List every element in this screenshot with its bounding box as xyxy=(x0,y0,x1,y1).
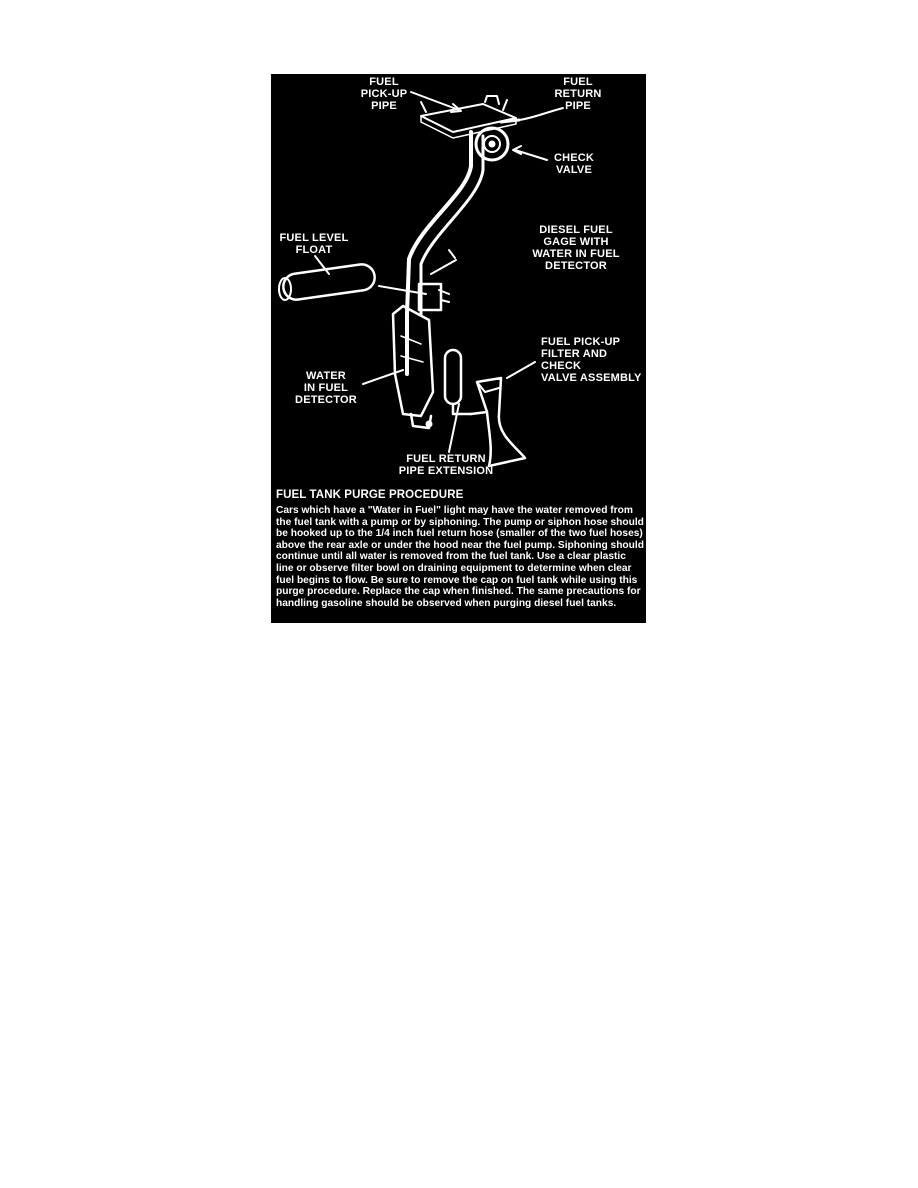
label-check-valve: CHECK VALVE xyxy=(553,152,595,176)
label-fuel-level-float: FUEL LEVEL FLOAT xyxy=(279,232,349,256)
fuel-gage-figure xyxy=(271,74,646,623)
label-water-in-fuel-detector: WATER IN FUEL DETECTOR xyxy=(295,370,357,406)
check-valve-drawing xyxy=(476,128,508,160)
label-fuel-return-pipe: FUEL RETURN PIPE xyxy=(554,76,602,112)
procedure-title: FUEL TANK PURGE PROCEDURE xyxy=(276,489,464,501)
leader-filter xyxy=(507,362,535,378)
water-detector-drawing xyxy=(393,306,433,428)
label-pickup-filter: FUEL PICK-UP FILTER AND CHECK VALVE ASSEMBLY xyxy=(541,336,642,384)
leader-pickup xyxy=(411,92,459,110)
return-pipe-stub xyxy=(501,120,519,122)
leader-check-valve xyxy=(515,150,547,160)
fuel-level-float-drawing xyxy=(279,263,376,302)
label-return-pipe-extension: FUEL RETURN PIPE EXTENSION xyxy=(398,453,494,477)
procedure-text: Cars which have a "Water in Fuel" light may have the water removed from the fuel tank with a pump or by siphoning. The pump or siphon hose should be hooked up to the 1/4 inch fuel return hose (smaller of the two fuel hoses) above the rear axle or under the hood near the fuel pump. Siphoning should continue until all water is removed from the fuel tank. Use a clear plastic line or observe filter bowl on draining equipment to determine when clear fuel begins to flow. Be sure to remove the cap on fuel tank while using this purge procedure. Replace the cap when finished. The same precautions for handling gasoline should be observed when purging diesel fuel tanks. xyxy=(276,505,644,609)
label-fuel-pickup-pipe: FUEL PICK-UP PIPE xyxy=(360,76,408,112)
label-diesel-gage: DIESEL FUEL GAGE WITH WATER IN FUEL DETECTOR xyxy=(532,224,620,272)
pickup-pipe xyxy=(407,132,471,374)
